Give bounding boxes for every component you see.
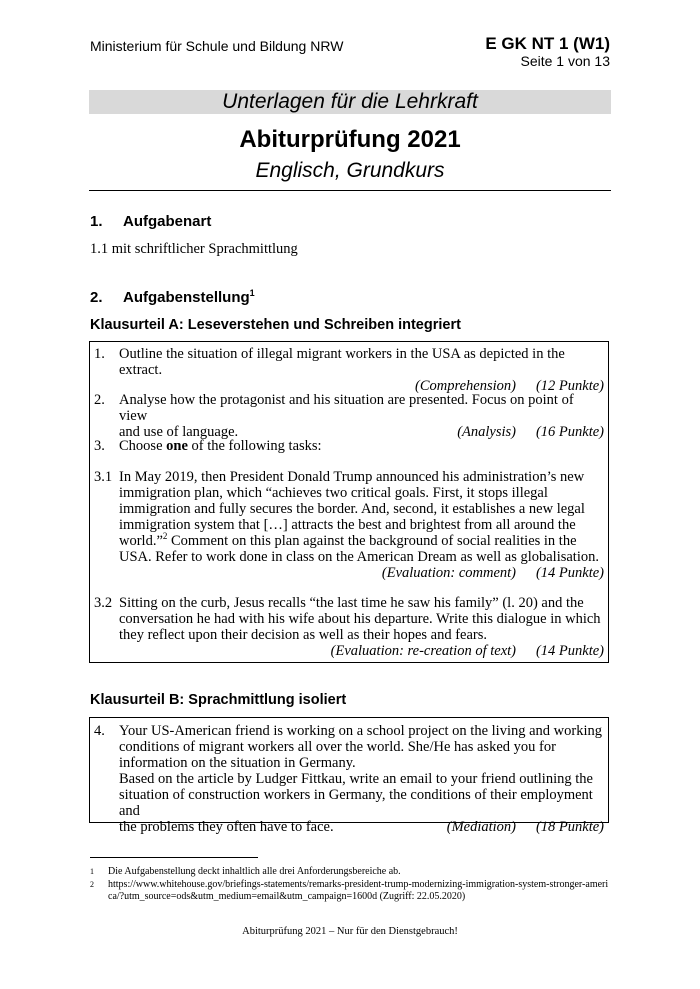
page-title: Abiturprüfung 2021: [239, 126, 461, 153]
title-divider: [89, 190, 611, 191]
task-text: [119, 469, 604, 565]
task-number: 2.: [94, 392, 105, 408]
task-text-last-row: [119, 819, 604, 835]
title-band: [89, 90, 611, 114]
task-number: 3.1: [94, 469, 113, 485]
task-text-last: the problems they often have to face.: [119, 819, 334, 835]
task-category: (Analysis): [457, 424, 516, 440]
task-category: (Evaluation: re-creation of text): [330, 643, 516, 659]
task-text-part: of the following tasks:: [187, 438, 322, 454]
part-b-task-box: [89, 717, 609, 835]
task-3-1: [94, 469, 604, 581]
task-number: 3.: [94, 438, 105, 454]
task-category: (Comprehension): [415, 378, 516, 394]
task-number: 4.: [94, 723, 105, 739]
task-category: (Evaluation: comment): [381, 565, 516, 581]
task-text-part: Comment on this plan against the background of social realities in the USA. Refer to work done in class on the American Dream as well as globalisation.: [119, 533, 599, 565]
footnote-number: 1: [90, 867, 94, 876]
footnote-ref-2: 2: [162, 531, 168, 542]
task-1: [94, 346, 604, 394]
task-category: (Mediation): [446, 819, 516, 835]
task-3-2: [94, 595, 604, 659]
task-points: (12 Punkte): [535, 378, 604, 394]
footnote-divider: [90, 857, 258, 858]
exam-code: E GK NT 1 (W1): [485, 34, 610, 53]
task-text-part: In May 2019, then President Donald Trump announced his administration’s new immigration plan, which “achieves two critical goals. First, it stops illegal immigration and fully secures the border. And, second, it establishes a new legal immigration system that […] attracts the best and brightest from all around the world.”: [119, 469, 585, 549]
footnote-text: Die Aufgabenstellung deckt inhaltlich alle drei Anforderungsbereiche ab.: [108, 866, 401, 877]
task-meta: [119, 643, 604, 659]
task-text-line-1: Analyse how the protagonist and his situation are presented. Focus on point of view: [119, 392, 574, 424]
section-2-heading: [123, 289, 255, 306]
task-meta: [119, 565, 604, 581]
task-text-emphasis: one: [166, 438, 188, 454]
task-points: (14 Punkte): [535, 643, 604, 659]
footnote-ref-1: 1: [249, 288, 255, 298]
task-meta: [447, 819, 604, 835]
task-text-part: Choose: [119, 438, 167, 454]
part-a-heading: Klausurteil A: Leseverstehen und Schreiben integriert: [90, 317, 461, 333]
task-4: [94, 723, 604, 835]
task-2: [94, 392, 604, 440]
footnote-1: [90, 866, 610, 878]
footnote-link[interactable]: https://www.whitehouse.gov/briefings-statements/remarks-president-trump-modernizing-immigration-system-stronger-america/?utm_source=ods&utm_medium=email&utm_campaign=1600d (Zugriff: 22.05.2020): [108, 879, 609, 902]
section-2-heading-text: Aufgabenstellung: [123, 289, 250, 306]
footnote-number: 2: [90, 880, 94, 889]
task-points: (14 Punkte): [535, 565, 604, 581]
task-3: [94, 438, 604, 454]
task-number: 3.2: [94, 595, 113, 611]
page-subtitle: Englisch, Grundkurs: [255, 159, 445, 182]
footnote-2: [90, 879, 610, 903]
page-footer: Abiturprüfung 2021 – Nur für den Dienstgebrauch!: [242, 926, 458, 937]
task-number: 1.: [94, 346, 105, 362]
section-1-body: 1.1 mit schriftlicher Sprachmittlung: [90, 241, 298, 257]
task-points: (18 Punkte): [535, 819, 604, 835]
section-1-heading: Aufgabenart: [123, 213, 212, 230]
task-text: Sitting on the curb, Jesus recalls “the last time he saw his family” (l. 20) and the conversation he had with his wife about his departure. Write this dialogue in which they reflect upon their decision as well as their hopes and fears.: [119, 595, 601, 643]
task-points: (16 Punkte): [535, 424, 604, 440]
task-text: [119, 438, 604, 454]
section-2-number: 2.: [90, 289, 103, 306]
part-a-task-box: [89, 341, 609, 663]
part-b-heading: Klausurteil B: Sprachmittlung isoliert: [90, 692, 347, 708]
task-text: Outline the situation of illegal migrant workers in the USA as depicted in the extract.: [119, 346, 565, 378]
page-number: Seite 1 von 13: [520, 53, 610, 69]
task-text-para-2: Based on the article by Ludger Fittkau, write an email to your friend outlining the situation of construction workers in Germany, the conditions of their employment and: [119, 771, 593, 819]
section-1-number: 1.: [90, 213, 103, 230]
band-title: Unterlagen für die Lehrkraft: [222, 90, 478, 113]
task-text-para-1: Your US-American friend is working on a school project on the living and working conditions of migrant workers all over the world. She/He has asked you for information on the situation in Germany.: [119, 723, 602, 771]
ministry-name: Ministerium für Schule und Bildung NRW: [90, 38, 344, 54]
task-text-line-2: and use of language.: [119, 424, 239, 440]
